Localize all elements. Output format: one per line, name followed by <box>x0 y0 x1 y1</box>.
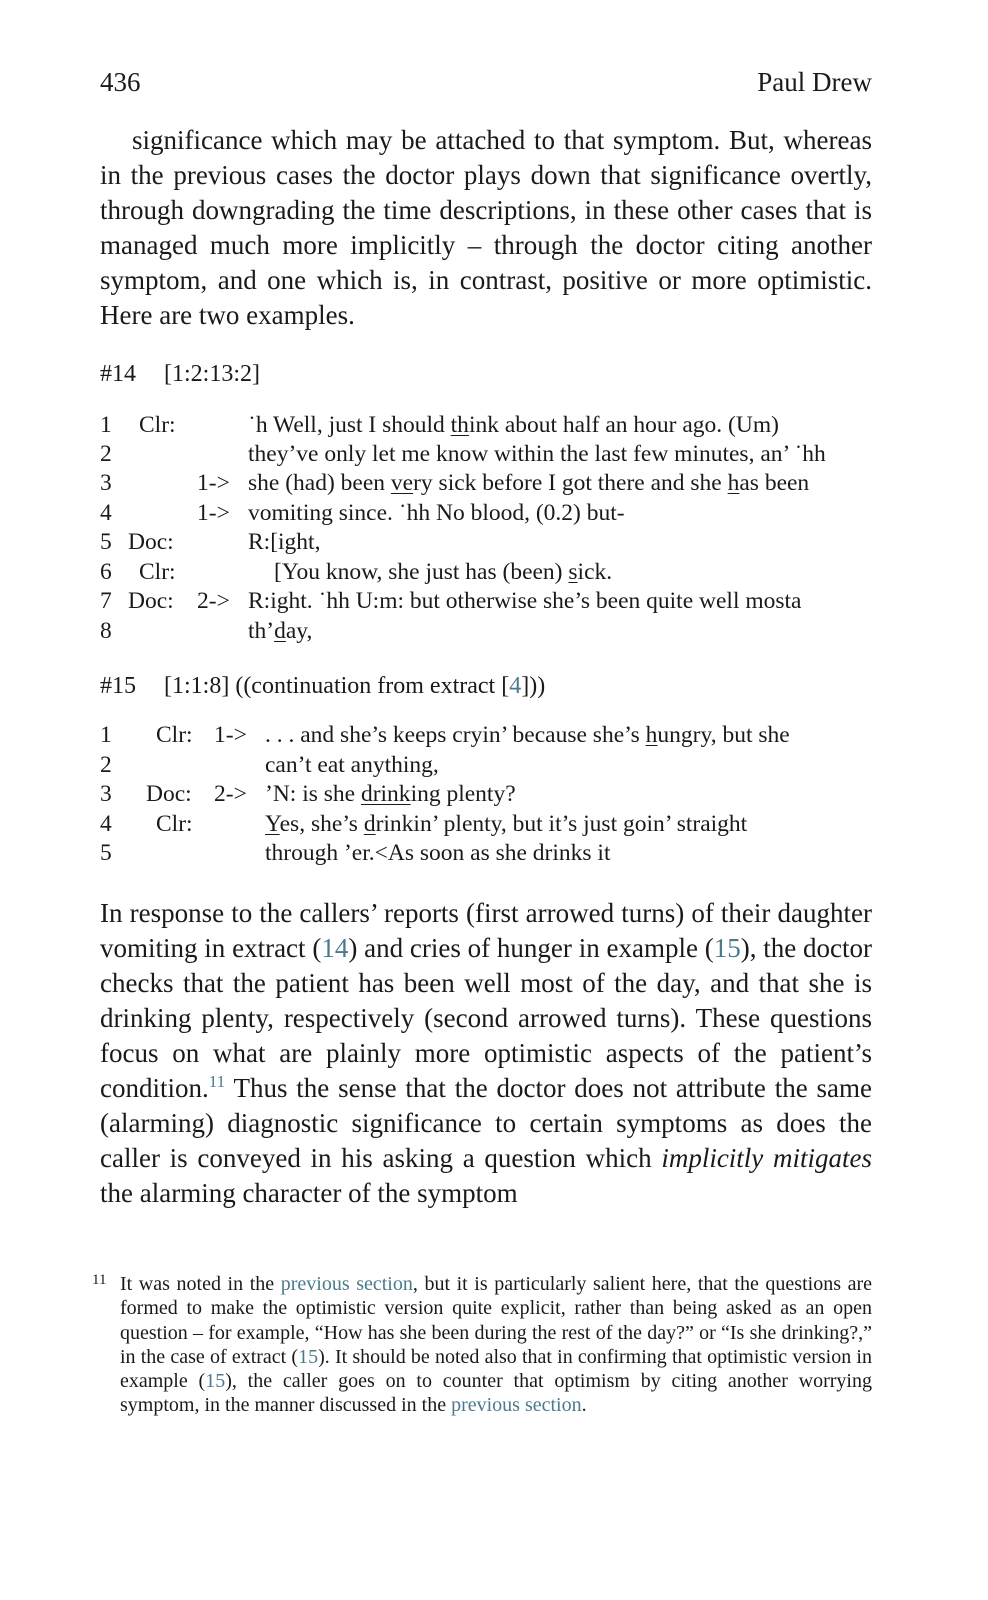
line-number: 8 <box>100 618 112 644</box>
speaker-label: Clr: <box>139 412 176 438</box>
arrow-marker: 1-> <box>197 470 230 496</box>
arrow-marker: 2-> <box>197 588 230 614</box>
utterance: can’t eat anything, <box>265 752 439 778</box>
utterance: Yes, she’s drinkin’ plenty, but it’s just goin’ straight <box>265 811 748 837</box>
emphasis: implicitly mitigates <box>661 1143 872 1173</box>
utterance: th’day, <box>248 618 313 644</box>
utterance: ’N: is she drinking plenty? <box>265 781 516 807</box>
line-number: 5 <box>100 529 112 555</box>
footnote-reference[interactable]: 11 <box>208 1072 226 1091</box>
line-number: 2 <box>100 441 112 467</box>
line-number: 3 <box>100 781 112 807</box>
arrow-marker: 2-> <box>214 781 247 807</box>
utterance: ˙h Well, just I should think about half an hour ago. (Um) <box>248 412 779 438</box>
line-number: 3 <box>100 470 112 496</box>
footnote-text: It was noted in the previous section, but it is particularly salient here, that the questions are formed to make the optimistic version quite explicit, rather than being asked as an open question – for example, “How has she been during the rest of the day?” or “Is she drinking?,” in the case of extract (15). It should be noted also that in confirming that optimistic version in example (15), the caller goes on to counter that optimism by citing another worrying symptom, in the manner discussed in the previous section. <box>120 1273 872 1417</box>
utterance: R:ight. ˙hh U:m: but otherwise she’s been quite well mosta <box>248 588 802 614</box>
utterance: she (had) been very sick before I got there and she has been <box>248 470 810 496</box>
line-number: 5 <box>100 840 112 866</box>
arrow-marker: 1-> <box>214 722 247 748</box>
body-paragraph-1: significance which may be attached to that symptom. But, whereas in the previous cases the doctor plays down that significance overtly, through downgrading the time descriptions, in these other cases that is managed much more implicitly – through the doctor citing another symptom, and one which is, in contrast, positive or more optimistic. Here are two examples. <box>100 125 872 330</box>
body-paragraph-2: In response to the callers’ reports (first arrowed turns) of their daughter vomiting in extract (14) and cries of hunger in example (15), the doctor checks that the patient has been well most of the day, and that she is drinking plenty, respectively (second arrowed turns). These questions focus on what are plainly more optimistic aspects of the patient’s condition.$^{11}$ Thus the sense that the doctor does not attribute the same (alarming) diagnostic significance to certain symptoms as does the caller is conveyed in his asking a question which implicitly mitigates the alarming character of the symptom <box>100 898 873 1208</box>
line-number: 4 <box>100 811 112 837</box>
extract-reference: [1:1:8] ((continuation from extract [4])) <box>164 673 546 699</box>
utterance: [You know, she just has (been) sick. <box>274 559 613 585</box>
speaker-label: Clr: <box>139 559 176 585</box>
extract-number: #15 <box>100 673 136 699</box>
extract-link[interactable]: 15 <box>205 1370 226 1393</box>
extract-reference: [1:2:13:2] <box>164 361 260 387</box>
line-number: 1 <box>100 722 112 748</box>
extract-14-heading <box>100 359 260 389</box>
utterance: they’ve only let me know within the last few minutes, an’ ˙hh <box>248 441 826 467</box>
speaker-label: Doc: <box>146 781 192 807</box>
footnote <box>92 1272 872 1418</box>
footnote-mark: 11 <box>92 1272 107 1288</box>
line-number: 4 <box>100 500 112 526</box>
extract-link[interactable]: 4 <box>509 673 522 699</box>
line-number: 2 <box>100 752 112 778</box>
extract-link[interactable]: 15 <box>298 1345 319 1368</box>
utterance: . . . and she’s keeps cryin’ because she’s hungry, but she <box>265 722 790 748</box>
line-number: 1 <box>100 412 112 438</box>
running-head-author: Paul Drew <box>757 67 872 97</box>
speaker-label: Clr: <box>156 811 193 837</box>
utterance: through ’er.<As soon as she drinks it <box>265 840 611 866</box>
line-number: 7 <box>100 588 112 614</box>
utterance: vomiting since. ˙hh No blood, (0.2) but- <box>248 500 625 526</box>
speaker-label: Doc: <box>128 529 174 555</box>
line-number: 6 <box>100 559 112 585</box>
page-number: 436 <box>100 67 141 97</box>
extract-link[interactable]: 15 <box>713 933 741 963</box>
extract-15-heading <box>100 671 545 701</box>
speaker-label: Doc: <box>128 588 174 614</box>
utterance: R:[ight, <box>248 529 321 555</box>
speaker-label: Clr: <box>156 722 193 748</box>
section-link[interactable]: previous section <box>280 1273 413 1295</box>
extract-number: #14 <box>100 361 136 387</box>
arrow-marker: 1-> <box>197 500 230 526</box>
section-link[interactable]: previous section <box>451 1394 582 1417</box>
extract-link[interactable]: 14 <box>321 933 349 963</box>
